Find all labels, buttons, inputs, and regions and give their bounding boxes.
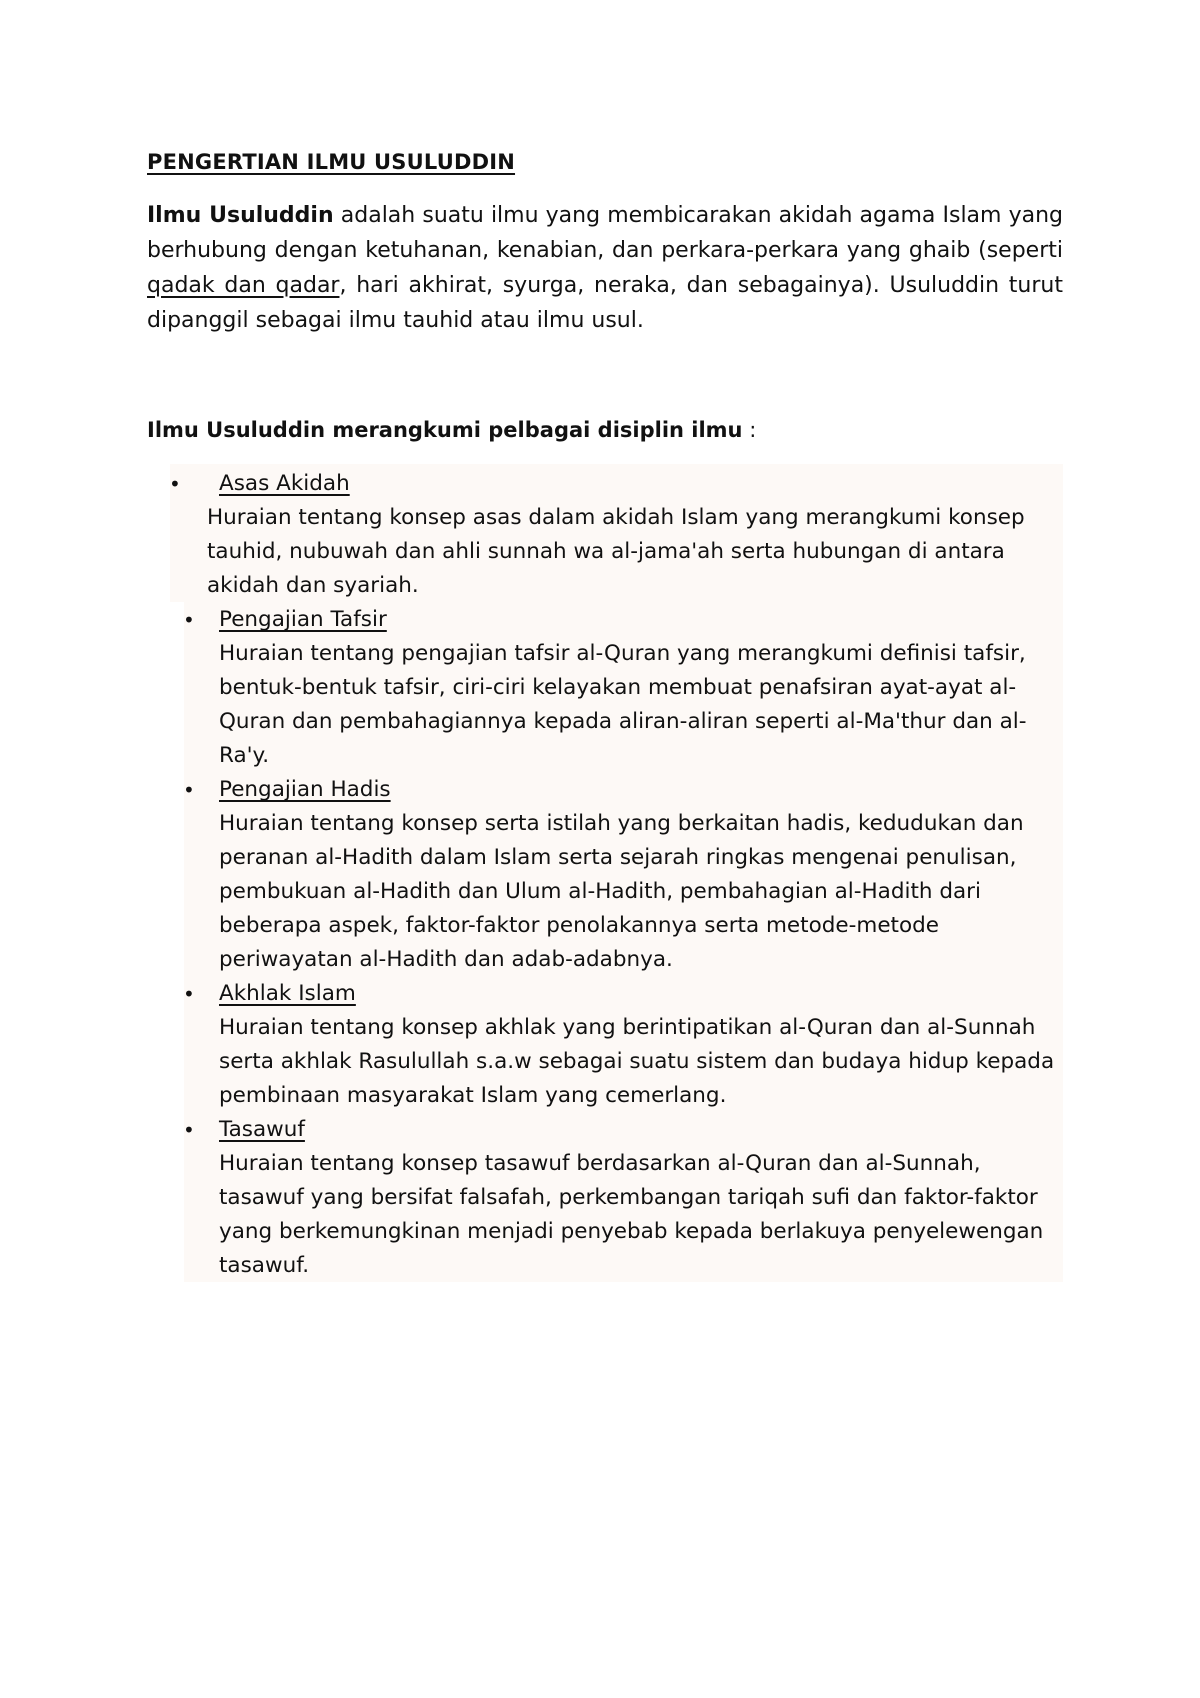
list-item xyxy=(147,977,1067,1113)
list-item-description: Huraian tentang konsep akhlak yang berintipatikan al-Quran dan al-Sunnah serta akhlak Rasulullah s.a.w sebagai suatu sistem dan budaya hidup kepada pembinaan masyarakat Islam yang cemerlang. xyxy=(219,1015,1055,1108)
intro-text-part1: adalah suatu ilmu yang membicarakan akidah agama Islam yang berhubung dengan ketuhanan, kenabian, dan perkara-perkara yang ghaib (seperti xyxy=(147,203,1064,263)
list-item xyxy=(147,773,1067,977)
bullet-icon: • xyxy=(183,1118,195,1142)
list-item-description: Huraian tentang pengajian tafsir al-Quran yang merangkumi definisi tafsir, bentuk-bentuk tafsir, ciri-ciri kelayakan membuat penafsiran ayat-ayat al-Quran dan pembahagiannya kepada aliran-aliran seperti al-Ma'thur dan al-Ra'y. xyxy=(219,641,1027,768)
list-item-description: Huraian tentang konsep tasawuf berdasarkan al-Quran dan al-Sunnah, tasawuf yang bersifat falsafah, perkembangan tariqah sufi dan faktor-faktor yang berkemungkinan menjadi penyebab kepada berlakuya penyelewengan tasawuf. xyxy=(219,1151,1044,1278)
list-item-description: Huraian tentang konsep serta istilah yang berkaitan hadis, kedudukan dan peranan al-Hadith dalam Islam serta sejarah ringkas mengenai penulisan, pembukuan al-Hadith dan Ulum al-Hadith, pembahagian al-Hadith dari beberapa aspek, faktor-faktor penolakannya serta metode-metode periwayatan al-Hadith dan adab-adabnya. xyxy=(219,811,1024,972)
list-item-title: Tasawuf xyxy=(219,1117,305,1142)
document-title: PENGERTIAN ILMU USULUDDIN xyxy=(147,150,516,174)
intro-text-part2: , hari akhirat, syurga, neraka, dan sebagainya). Usuluddin turut dipanggil sebagai ilmu tauhid atau ilmu usul. xyxy=(147,273,1063,333)
section-heading-colon: : xyxy=(742,418,757,442)
list-item xyxy=(147,603,1067,773)
bullet-icon: • xyxy=(169,472,181,496)
section-heading-text: Ilmu Usuluddin merangkumi pelbagai disiplin ilmu xyxy=(147,418,743,442)
intro-paragraph xyxy=(147,198,1063,338)
bullet-icon: • xyxy=(183,778,195,802)
list-item xyxy=(147,1113,1067,1283)
list-item-description: Huraian tentang konsep asas dalam akidah Islam yang merangkumi konsep tauhid, nubuwah dan ahli sunnah wa al-jama'ah serta hubungan di antara akidah dan syariah. xyxy=(207,505,1025,598)
list-item-title: Akhlak Islam xyxy=(219,981,356,1006)
bullet-icon: • xyxy=(183,982,195,1006)
list-item-title: Pengajian Tafsir xyxy=(219,607,387,632)
section-heading xyxy=(147,418,756,442)
bullet-icon: • xyxy=(183,608,195,632)
list-item xyxy=(147,467,1067,603)
list-item-title: Pengajian Hadis xyxy=(219,777,391,802)
list-item-title: Asas Akidah xyxy=(219,471,350,496)
intro-underlined-term: qadak dan qadar xyxy=(147,273,340,298)
discipline-list xyxy=(147,467,1067,1283)
intro-term: Ilmu Usuluddin xyxy=(147,203,334,228)
